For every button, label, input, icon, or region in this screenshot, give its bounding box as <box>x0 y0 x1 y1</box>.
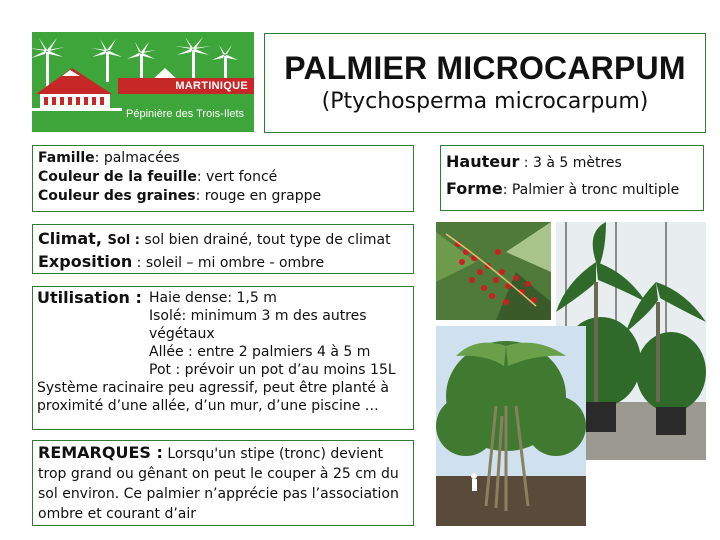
utilisation-panel <box>32 286 414 430</box>
page-title: PALMIER MICROCARPUM <box>284 50 686 86</box>
root-note: Système racinaire peu agressif, peut être planté à proximité d’une allée, d’un mur, d’une piscine … <box>37 380 389 414</box>
sol-label: Sol : <box>107 233 140 248</box>
utilisation-line: Allée : entre 2 palmiers 4 à 5 m <box>149 344 371 360</box>
remarks-text: Lorsqu'un stipe (tronc) devient trop grand ou gênant on peut le couper à 25 cm du sol environ. Ce palmier n’apprécie pas l’association ombre et courant d’air <box>38 446 399 522</box>
utilisation-line: Isolé: minimum 3 m des autres végétaux <box>149 308 367 342</box>
logo-place: MARTINIQUE <box>175 80 248 92</box>
famille-row <box>38 149 408 168</box>
feuille-row <box>38 168 408 187</box>
famille-label: Famille <box>38 150 95 166</box>
famille-value: : palmacées <box>94 150 180 166</box>
graines-value: : rouge en grappe <box>195 188 322 204</box>
forme-value: : Palmier à tronc multiple <box>502 182 680 198</box>
title-panel <box>264 33 706 133</box>
remarks-label: REMARQUES : <box>38 443 163 462</box>
utilisation-line: Pot : prévoir un pot d’au moins 15L <box>149 362 396 378</box>
hauteur-value: : 3 à 5 mètres <box>519 155 622 171</box>
nursery-logo <box>32 32 254 132</box>
climat-row <box>38 228 408 251</box>
utilisation-label: Utilisation : <box>37 288 142 307</box>
utilisation-line: Haie dense: 1,5 m <box>149 290 277 306</box>
graines-row <box>38 187 408 206</box>
graines-label: Couleur des graines <box>38 188 196 204</box>
climat-value: sol bien drainé, tout type de climat <box>139 232 391 248</box>
height-panel <box>440 145 704 211</box>
palm-clump-photo <box>436 326 586 526</box>
hauteur-label: Hauteur <box>446 152 520 171</box>
exposition-label: Exposition <box>38 252 133 271</box>
hauteur-row <box>446 149 698 176</box>
forme-row <box>446 176 698 203</box>
logo-nursery-name: Pépinière des Trois-Ilets <box>126 108 244 120</box>
characteristics-panel <box>32 145 414 212</box>
climate-panel <box>32 224 414 274</box>
exposition-value: : soleil – mi ombre - ombre <box>132 255 325 271</box>
forme-label: Forme <box>446 179 503 198</box>
climat-label: Climat, <box>38 229 108 248</box>
feuille-value: : vert foncé <box>196 169 278 185</box>
exposition-row <box>38 251 408 274</box>
remarks-panel <box>32 440 414 526</box>
utilisation-list <box>149 289 409 379</box>
scientific-name: (Ptychosperma microcarpum) <box>321 89 649 114</box>
seed-cluster-photo <box>436 222 551 320</box>
feuille-label: Couleur de la feuille <box>38 169 197 185</box>
